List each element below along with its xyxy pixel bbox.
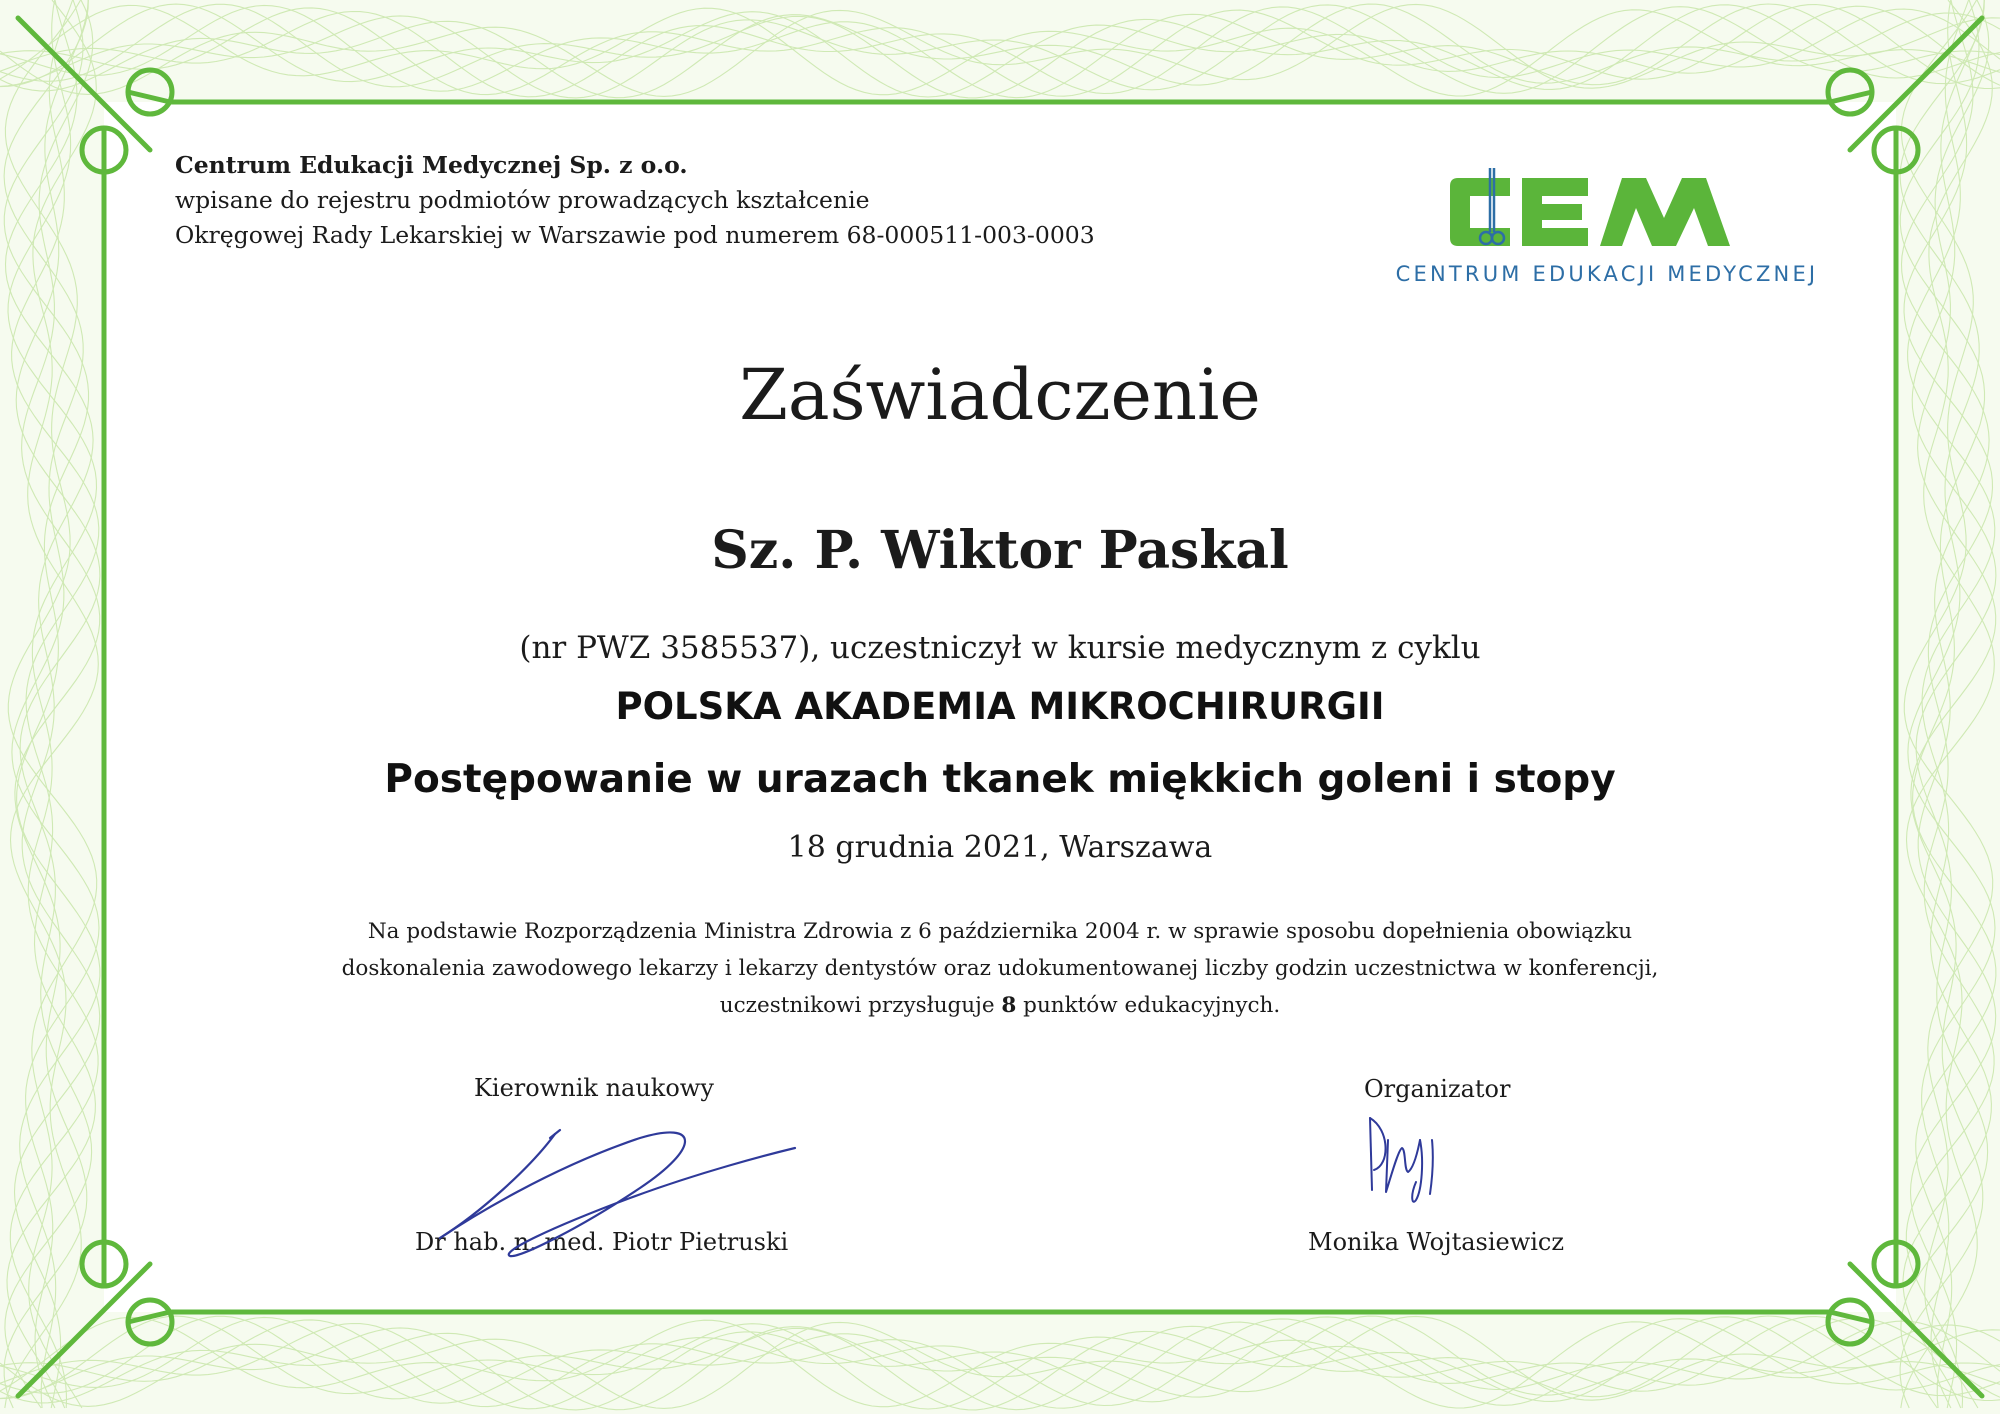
organizer-name: Monika Wojtasiewicz bbox=[1308, 1228, 1565, 1256]
scientific-director-label: Kierownik naukowy bbox=[474, 1074, 714, 1102]
legal-line-3 bbox=[0, 987, 2000, 1024]
issuer-name: Centrum Edukacji Medycznej Sp. z o.o. bbox=[175, 151, 688, 179]
recipient-name: Sz. P. Wiktor Paskal bbox=[711, 520, 1289, 581]
cem-logo-subtitle: CENTRUM EDUKACJI MEDYCZNEJ bbox=[1395, 262, 1819, 286]
course-title: Postępowanie w urazach tkanek miękkich goleni i stopy bbox=[384, 757, 1616, 802]
legal-basis bbox=[0, 913, 2000, 1024]
certificate-title: Zaświadczenie bbox=[739, 354, 1261, 436]
legal-line-2: doskonalenia zawodowego lekarzy i lekarzy dentystów oraz udokumentowanej liczby godzin uczestnictwa w konferencji, bbox=[341, 956, 1659, 981]
scientific-director-name: Dr hab. n. med. Piotr Pietruski bbox=[415, 1228, 789, 1256]
cem-logo bbox=[1450, 168, 1750, 256]
scientific-director-signature bbox=[400, 1118, 820, 1268]
issuer-register-line: wpisane do rejestru podmiotów prowadzących kształcenie bbox=[175, 186, 870, 214]
issuer-register-number: Okręgowej Rady Lekarskiej w Warszawie pod numerem 68-000511-003-0003 bbox=[175, 221, 1095, 249]
education-points: 8 bbox=[1001, 993, 1017, 1018]
legal-line-1: Na podstawie Rozporządzenia Ministra Zdrowia z 6 października 2004 r. w sprawie sposobu dopełnienia obowiązku bbox=[367, 919, 1633, 944]
organizer-label: Organizator bbox=[1364, 1075, 1511, 1103]
participation-statement: (nr PWZ 3585537), uczestniczył w kursie medycznym z cyklu bbox=[519, 630, 1481, 666]
issuer-block bbox=[175, 148, 1095, 253]
organizer-signature bbox=[1360, 1110, 1460, 1210]
legal-line-3-after: punktów edukacyjnych. bbox=[1016, 993, 1281, 1018]
date-and-place: 18 grudnia 2021, Warszawa bbox=[787, 830, 1213, 865]
legal-line-3-before: uczestnikowi przysługuje bbox=[719, 993, 1002, 1018]
academy-name: POLSKA AKADEMIA MIKROCHIRURGII bbox=[615, 685, 1385, 728]
